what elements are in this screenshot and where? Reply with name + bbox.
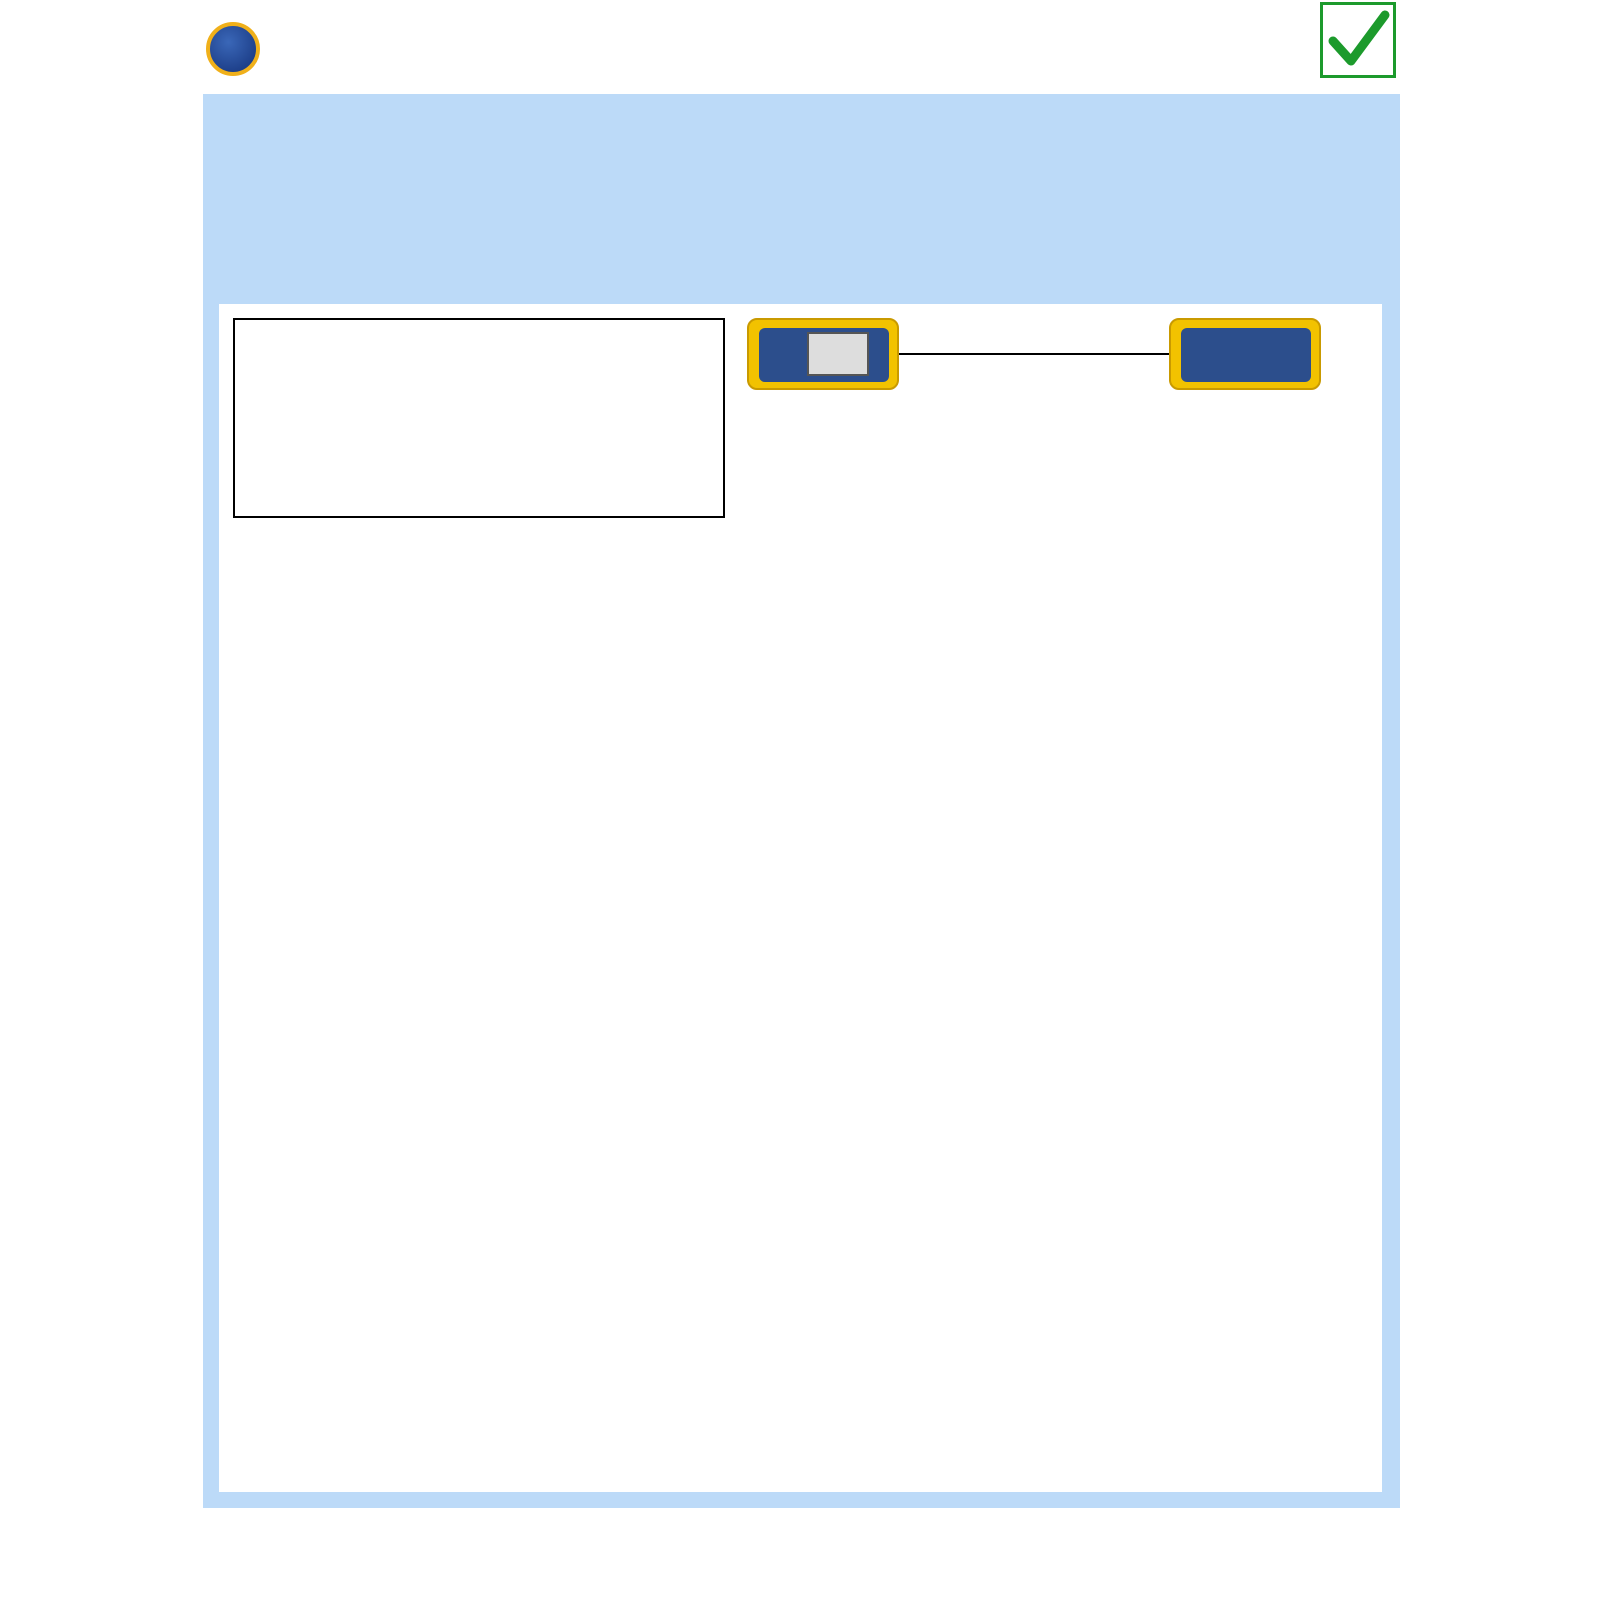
cable-line [899,353,1169,355]
measurements-box [233,318,725,518]
wire-map [750,436,1010,626]
remote-tester-image [1169,318,1321,390]
check-icon [1320,2,1396,78]
main-tester-image [747,318,899,390]
linkware-logo-badge [206,22,260,76]
